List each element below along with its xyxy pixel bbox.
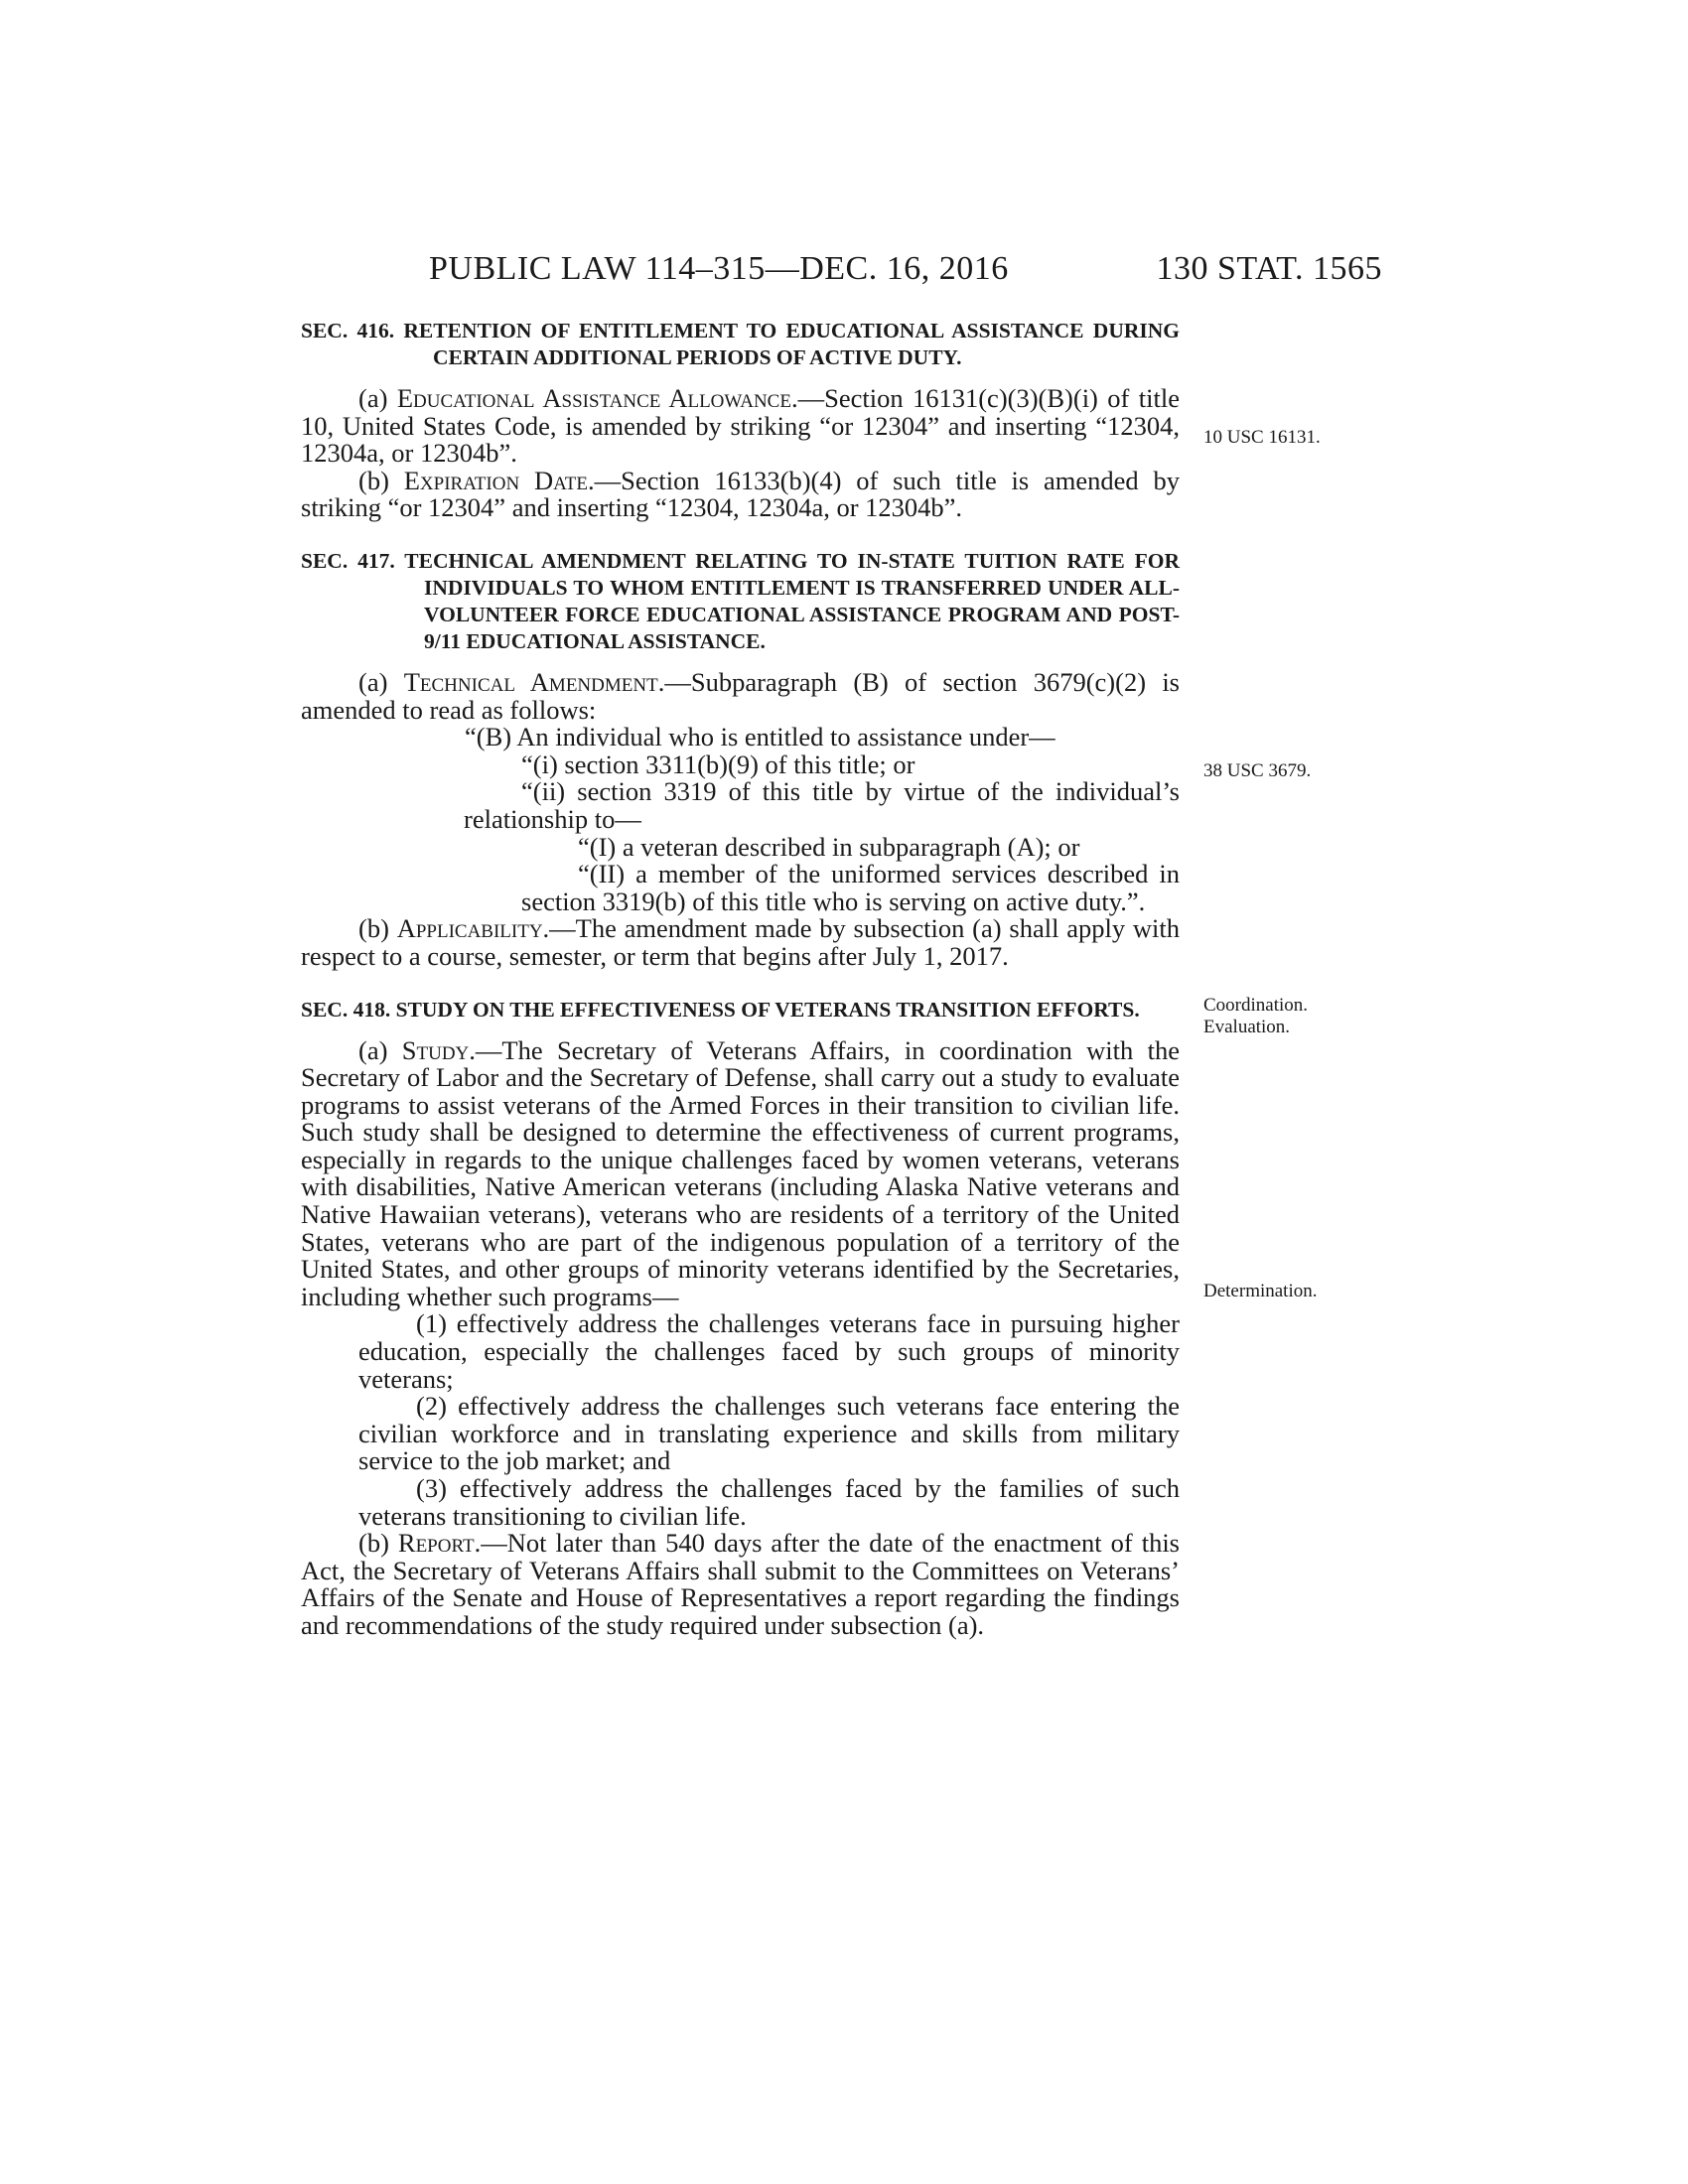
quoted-subclause-I: “(I) a veteran described in subparagraph (A); or — [578, 831, 1080, 862]
section-418-heading: SEC. 418. STUDY ON THE EFFECTIVENESS OF VETERANS TRANSITION EFFORTS. — [301, 997, 1140, 1022]
section-418-a — [301, 1034, 1180, 1311]
sec417-a-text: .—Subparagraph (B) of section 3679(c)(2) is amended to read as follows: — [301, 666, 1180, 725]
public-law-citation: PUBLIC LAW 114–315—DEC. 16, 2016 — [429, 250, 1009, 287]
sec416-b-text: .—Section 16133(b)(4) of such title is amended by striking “or 12304” and inserting “12304, 12304a, or 12304b”. — [301, 465, 1180, 523]
sec417-b-label: (b) — [358, 913, 397, 944]
statute-page-number: 130 STAT. 1565 — [1156, 250, 1382, 287]
section-418-a-2: (2) effectively address the challenges such veterans face entering the civilian workforce and in translating experience and skills from military service to the job market; and — [358, 1391, 1180, 1476]
sec418-a-heading: Study — [401, 1034, 470, 1065]
sec416-a-heading: Educational Assistance Allowance — [396, 383, 791, 413]
margin-note-usc-3679: 38 USC 3679. — [1203, 760, 1312, 781]
sec417-b-text: .—The amendment made by subsection (a) shall apply with respect to a course, semester, or term that begins after July 1, 2017. — [301, 913, 1180, 971]
quoted-clause-i: “(i) section 3311(b)(9) of this title; or — [521, 749, 915, 779]
sec418-b-text: .—Not later than 540 days after the date of the enactment of this Act, the Secretary of Veterans Affairs shall submit to the Committees on Veterans’ Affairs of the Senate and House of Representatives a report regarding the findings and recommendations of the study required under subsection (a). — [301, 1528, 1180, 1640]
sec418-a-text: .—The Secretary of Veterans Affairs, in coordination with the Secretary of Labor and the Secretary of Defense, shall carry out a study to evaluate programs to assist veterans of the Armed Forces in their transition to civilian life. Such study shall be designed to determine the effectiveness of current programs, especially in regards to the unique challenges faced by women veterans, veterans with disabilities, Native American veterans (including Alaska Native veterans and Native Hawaiian veterans), veterans who are residents of a territory of the United States, veterans who are part of the indigenous population of a territory of the United States, and other groups of minority veterans identified by the Secretaries, including whether such programs— — [301, 1034, 1180, 1311]
sec416-b-label: (b) — [358, 465, 404, 495]
margin-note-determination: Determination. — [1203, 1281, 1318, 1301]
sec416-a-label: (a) — [358, 383, 397, 413]
section-417-b — [301, 915, 1180, 970]
document-body — [301, 318, 1180, 1640]
sec418-b-heading: Report — [397, 1528, 475, 1559]
section-418-a-3: (3) effectively address the challenges faced by the families of such veterans transitioning to civilian life. — [358, 1473, 1180, 1531]
margin-note-usc-16131: 10 USC 16131. — [1203, 427, 1321, 448]
sec417-a-label: (a) — [358, 666, 404, 697]
section-417-heading: SEC. 417. TECHNICAL AMENDMENT RELATING TO IN-STATE TUITION RATE FOR INDIVIDUALS TO WHOM ENTITLEMENT IS TRANSFERRED UNDER ALL-VOLUNTEER FORCE EDUCATIONAL ASSISTANCE PROGRAM AND POST-9/11 EDUCATIONAL ASSISTANCE. — [301, 548, 1180, 653]
sec416-a-text: .—Section 16131(c)(3)(B)(i) of title 10, United States Code, is amended by striking “or 12304” and inserting “12304, 12304a, or 12304b”. — [301, 383, 1180, 469]
sec416-b-heading: Expiration Date — [403, 465, 588, 495]
section-416-heading: SEC. 416. RETENTION OF ENTITLEMENT TO EDUCATIONAL ASSISTANCE DURING CERTAIN ADDITIONAL PERIODS OF ACTIVE DUTY. — [301, 319, 1180, 369]
margin-note-evaluation: Evaluation. — [1203, 1017, 1291, 1037]
section-418-b — [301, 1530, 1180, 1639]
section-418-a-1: (1) effectively address the challenges veterans face in pursuing higher education, especially the challenges faced by such groups of minority veterans; — [358, 1308, 1180, 1394]
section-416-a — [301, 385, 1180, 468]
sec418-a-label: (a) — [358, 1034, 402, 1065]
section-416-b — [301, 465, 1180, 523]
quoted-subparagraph-b: “(B) An individual who is entitled to assistance under— — [465, 722, 1055, 752]
section-417-a — [301, 666, 1180, 725]
sec417-b-heading: Applicability — [396, 913, 543, 944]
quoted-subclause-II: “(II) a member of the uniformed services described in section 3319(b) of this title who is serving on active duty.”. — [521, 859, 1180, 916]
sec417-a-heading: Technical Amendment — [403, 666, 658, 697]
sec418-b-label: (b) — [358, 1528, 398, 1559]
margin-note-coordination: Coordination. — [1203, 995, 1309, 1016]
quoted-clause-ii: “(ii) section 3319 of this title by virtue of the individual’s relationship to— — [464, 776, 1180, 834]
